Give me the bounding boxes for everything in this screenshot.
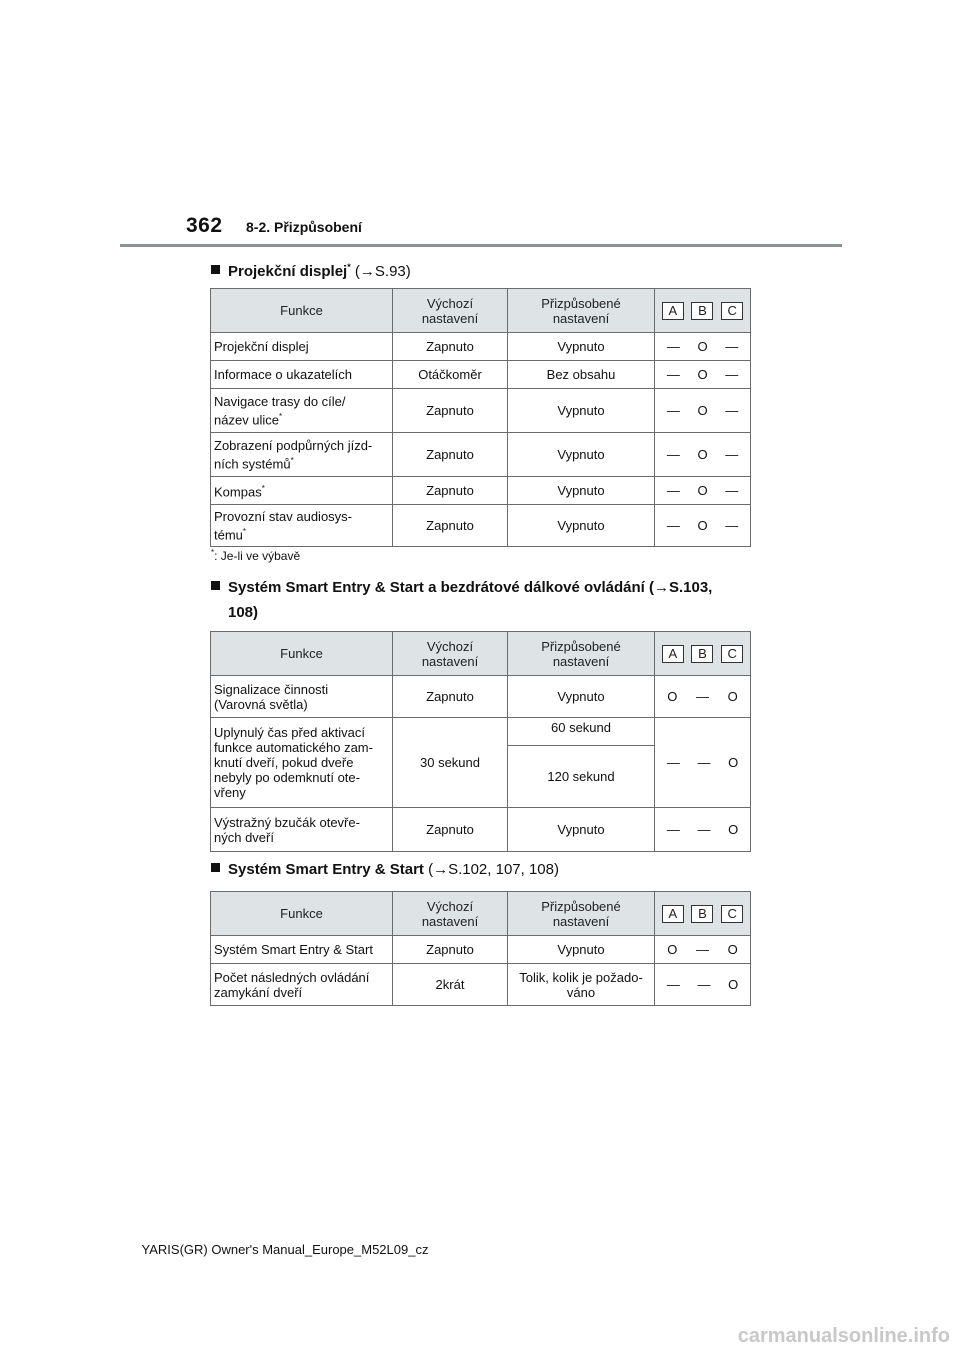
label-b-box: B — [691, 645, 713, 663]
section-heading-projekcni-displej: Projekční displej* (→S.93) — [211, 256, 411, 283]
label-b-box: B — [691, 905, 713, 923]
footer-doc-id: YARIS(GR) Owner's Manual_Europe_M52L09_cz — [141, 1242, 429, 1257]
col-header-default: Výchozí nastavení — [393, 632, 508, 676]
watermark: carmanualsonline.info — [737, 1325, 950, 1347]
col-header-function: Funkce — [211, 289, 393, 333]
table-row: Informace o ukazatelích Otáčkoměr Bez obsahu — O — — [211, 361, 751, 389]
table-row: Systém Smart Entry & Start Zapnuto Vypnuto O — O — [211, 936, 751, 964]
chapter-title: 8-2. Přizpůsobení — [246, 219, 362, 235]
table-row: Uplynulý čas před aktivací funkce automatického zam- knutí dveří, pokud dveře nebyly po odemknutí ote- vřeny 30 sekund 60 sekund — — O — [211, 718, 751, 746]
table-row: Zobrazení podpůrných jízd- ních systémů* Zapnuto Vypnuto — O — — [211, 433, 751, 477]
header-divider — [120, 244, 842, 247]
table-header-row — [211, 289, 751, 333]
table-row: Počet následných ovládání zamykání dveří 2krát Tolik, kolik je požado- váno — — O — [211, 964, 751, 1006]
table-row: Signalizace činnosti (Varovná světla) Zapnuto Vypnuto O — O — [211, 676, 751, 718]
label-c-box: C — [721, 905, 743, 923]
table-header-row — [211, 892, 751, 936]
table-row: Výstražný bzučák otevře- ných dveří Zapnuto Vypnuto — — O — [211, 808, 751, 852]
col-header-function: Funkce — [211, 892, 393, 936]
table-row: Kompas* Zapnuto Vypnuto — O — — [211, 477, 751, 505]
table-row: Projekční displej Zapnuto Vypnuto — O — — [211, 333, 751, 361]
page-number: 362 — [186, 214, 223, 237]
col-header-abc — [655, 892, 751, 936]
table-header-row — [211, 632, 751, 676]
table-row: Provozní stav audiosys- tému* Zapnuto Vypnuto — O — — [211, 505, 751, 547]
col-header-custom: Přizpůsobené nastavení — [508, 289, 655, 333]
label-a-box: A — [662, 905, 684, 923]
square-bullet-icon — [211, 265, 220, 274]
label-b-box: B — [691, 302, 713, 320]
square-bullet-icon — [211, 863, 220, 872]
label-c-box: C — [721, 645, 743, 663]
square-bullet-icon — [211, 581, 220, 590]
table-smart-entry — [210, 891, 751, 1006]
section-heading-smart-entry: Systém Smart Entry & Start (→S.102, 107, 108) — [211, 859, 559, 881]
table-row: 120 sekund — [211, 746, 751, 808]
label-a-box: A — [662, 645, 684, 663]
table-smart-entry-remote — [210, 631, 751, 852]
label-c-box: C — [721, 302, 743, 320]
col-header-function: Funkce — [211, 632, 393, 676]
footnote: *: Je-li ve výbavě — [211, 548, 301, 563]
col-header-custom: Přizpůsobené nastavení — [508, 632, 655, 676]
col-header-default: Výchozí nastavení — [393, 289, 508, 333]
col-header-abc — [655, 289, 751, 333]
col-header-abc — [655, 632, 751, 676]
section-heading-smart-entry-remote: Systém Smart Entry & Start a bezdrátové dálkové ovládání (→S.103, 108) — [211, 577, 712, 624]
table-row: Navigace trasy do cíle/ název ulice* Zapnuto Vypnuto — O — — [211, 389, 751, 433]
table-projekcni-displej — [210, 288, 751, 547]
col-header-default: Výchozí nastavení — [393, 892, 508, 936]
col-header-custom: Přizpůsobené nastavení — [508, 892, 655, 936]
label-a-box: A — [662, 302, 684, 320]
